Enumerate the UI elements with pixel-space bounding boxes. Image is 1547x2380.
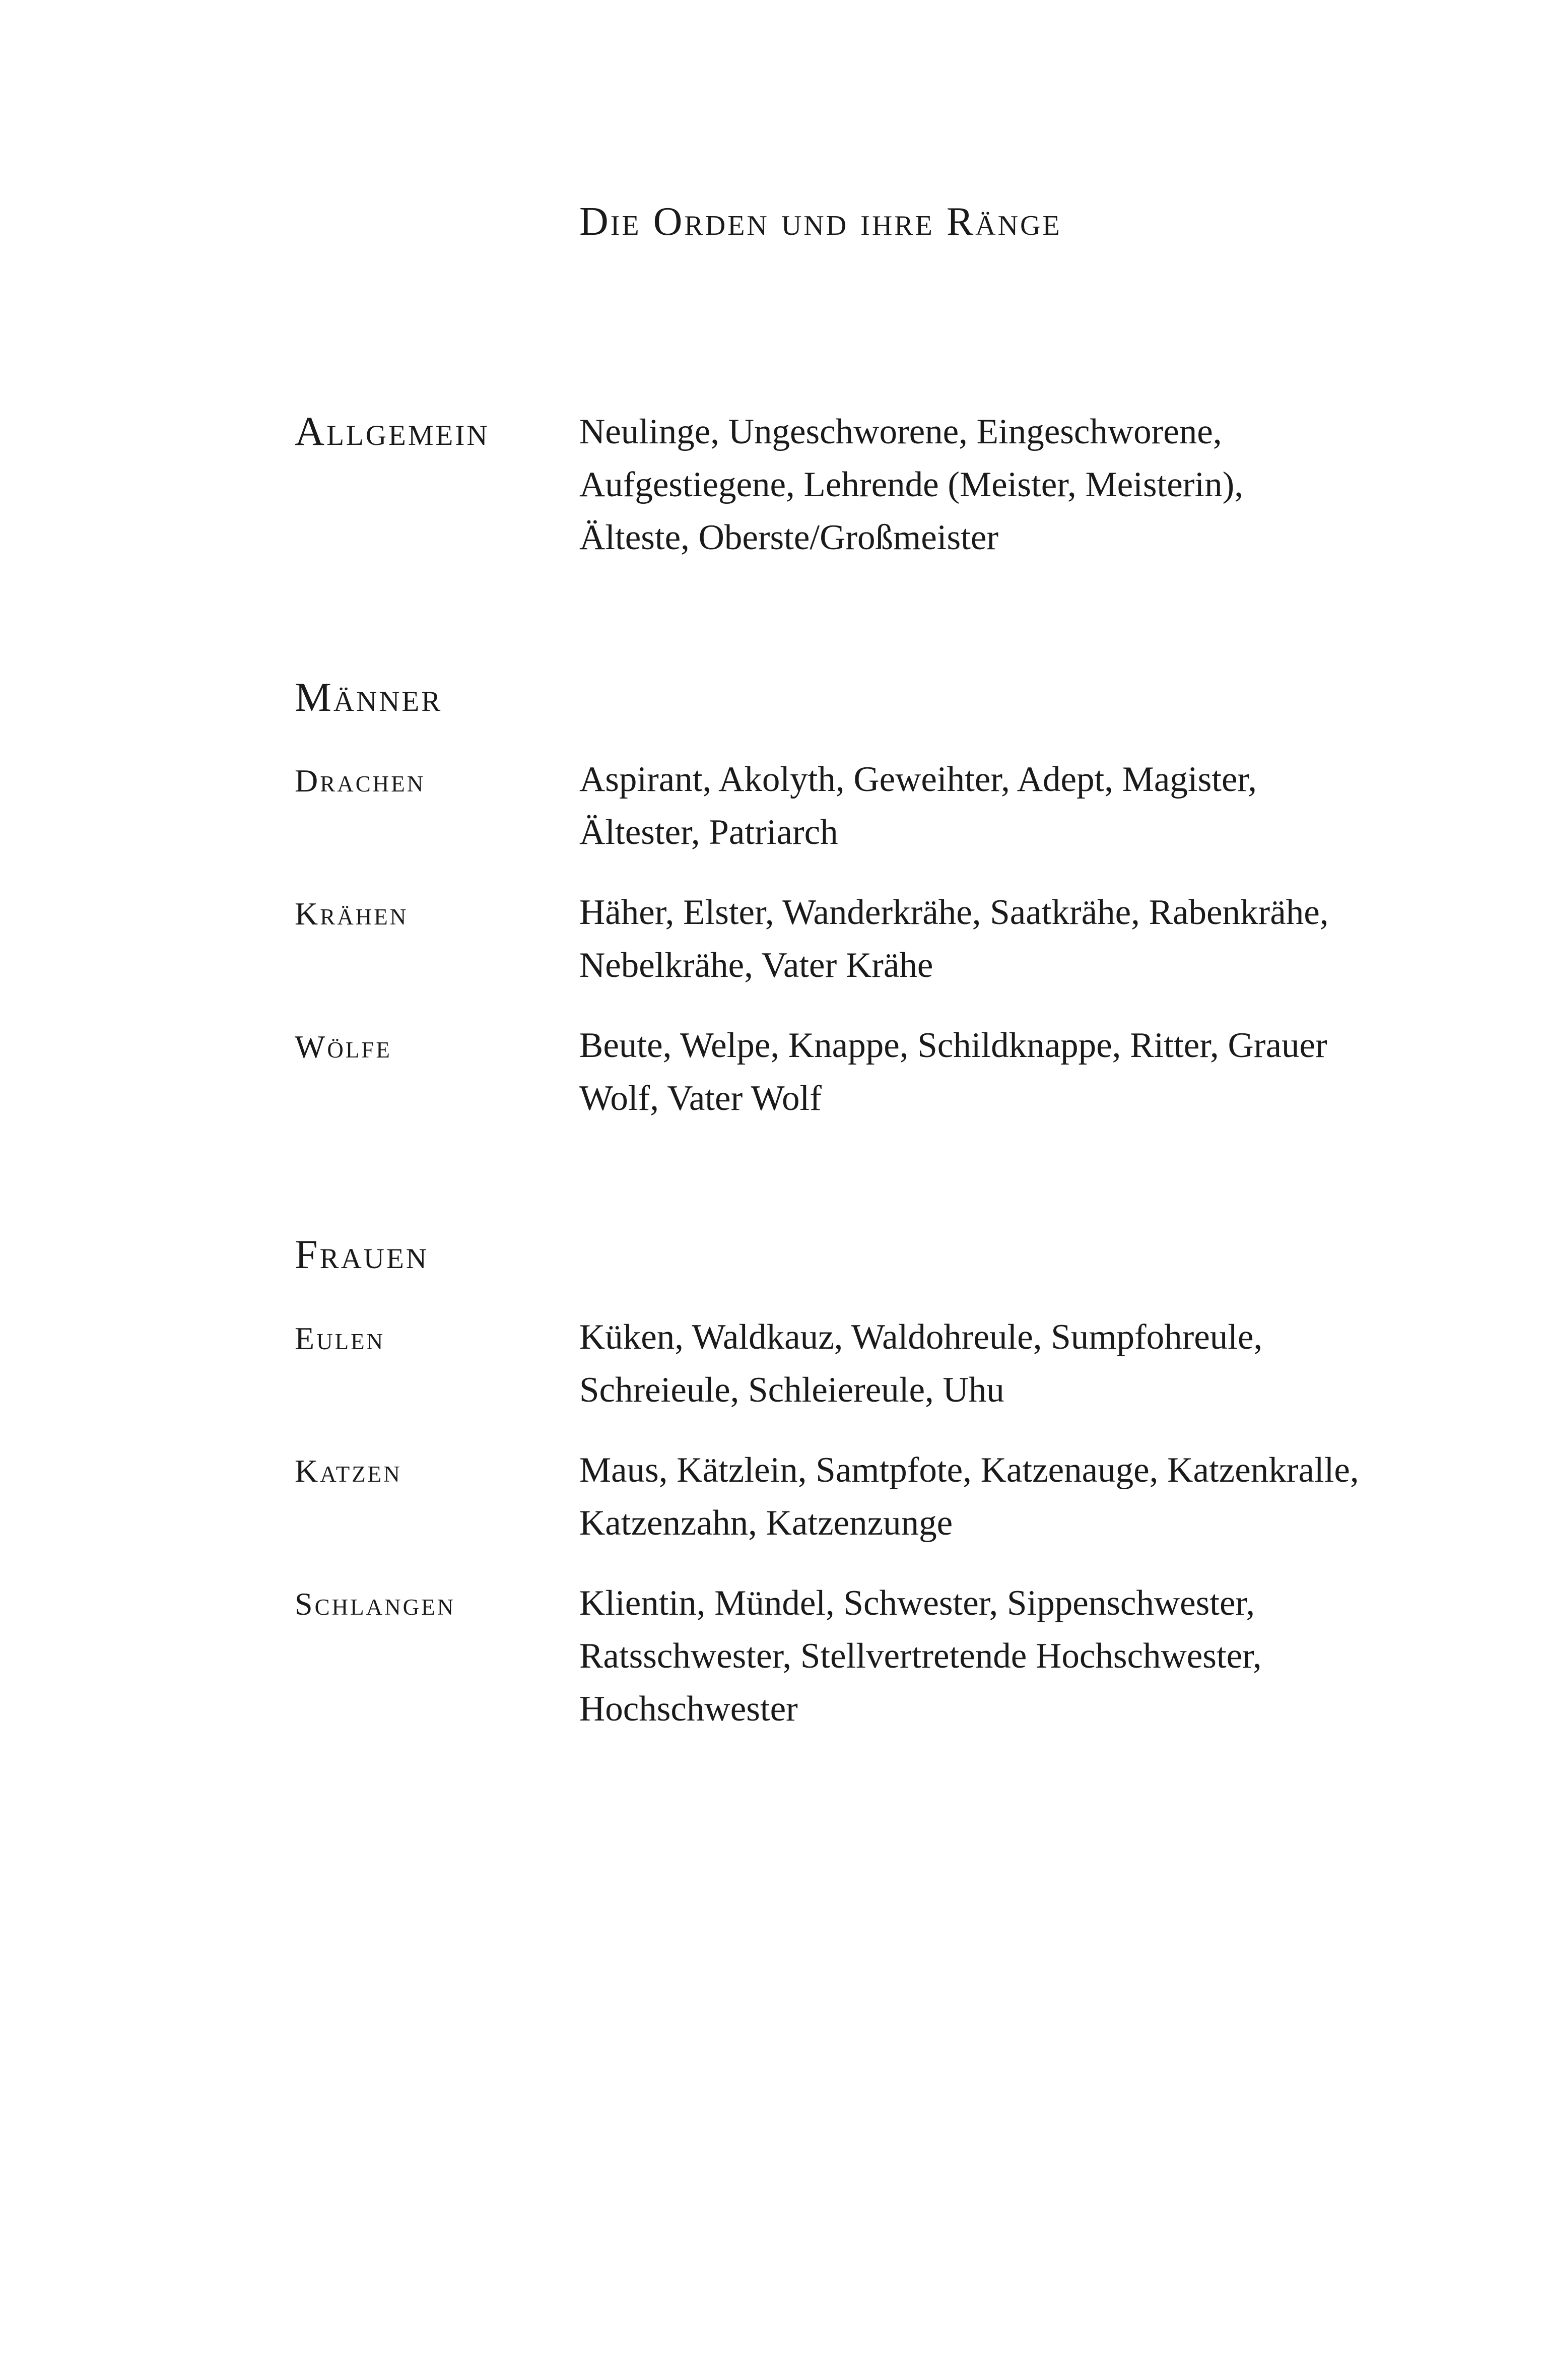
rank-line: Nebelkrähe, Vater Krähe — [579, 946, 933, 985]
order-name-drachen: Drachen — [295, 763, 426, 799]
rank-line: Katzenzahn, Katzenzunge — [579, 1503, 953, 1543]
allgemein-ranks — [579, 406, 1375, 564]
rank-line: Älteste, Oberste/Großmeister — [579, 518, 999, 557]
rank-line: Beute, Welpe, Knappe, Schildknappe, Ritter, Grauer — [579, 1026, 1327, 1065]
order-ranks-drachen — [579, 753, 1375, 859]
rank-line: Klientin, Mündel, Schwester, Sippenschwester, — [579, 1583, 1255, 1623]
section-heading-maenner: Männer — [295, 674, 443, 720]
rank-line: Aspirant, Akolyth, Geweihter, Adept, Magister, — [579, 760, 1257, 799]
rank-line: Häher, Elster, Wanderkrähe, Saatkrähe, Rabenkrähe, — [579, 893, 1329, 932]
rank-line: Küken, Waldkauz, Waldohreule, Sumpfohreule, — [579, 1317, 1263, 1357]
page-title: Die Orden und ihre Ränge — [579, 200, 1062, 244]
rank-line: Schreieule, Schleiereule, Uhu — [579, 1370, 1004, 1410]
rank-line: Wolf, Vater Wolf — [579, 1079, 822, 1118]
rank-line: Ältester, Patriarch — [579, 813, 838, 852]
order-ranks-eulen — [579, 1311, 1375, 1417]
section-heading-frauen: Frauen — [295, 1231, 429, 1277]
rank-line: Maus, Kätzlein, Samtpfote, Katzenauge, Katzenkralle, — [579, 1450, 1359, 1490]
order-name-kraehen: Krähen — [295, 896, 409, 932]
order-ranks-schlangen — [579, 1577, 1375, 1736]
order-name-katzen: Katzen — [295, 1453, 402, 1489]
section-heading-allgemein: Allgemein — [295, 408, 490, 454]
rank-line: Ratsschwester, Stellvertretende Hochschwester, — [579, 1636, 1262, 1676]
order-ranks-katzen — [579, 1444, 1375, 1550]
order-name-eulen: Eulen — [295, 1320, 385, 1356]
order-name-schlangen: Schlangen — [295, 1586, 456, 1622]
rank-line: Aufgestiegene, Lehrende (Meister, Meisterin), — [579, 465, 1244, 504]
order-name-woelfe: Wölfe — [295, 1029, 392, 1065]
order-ranks-woelfe — [579, 1019, 1375, 1125]
rank-line: Neulinge, Ungeschworene, Eingeschworene, — [579, 412, 1222, 451]
order-ranks-kraehen — [579, 886, 1375, 992]
rank-line: Hochschwester — [579, 1689, 798, 1729]
